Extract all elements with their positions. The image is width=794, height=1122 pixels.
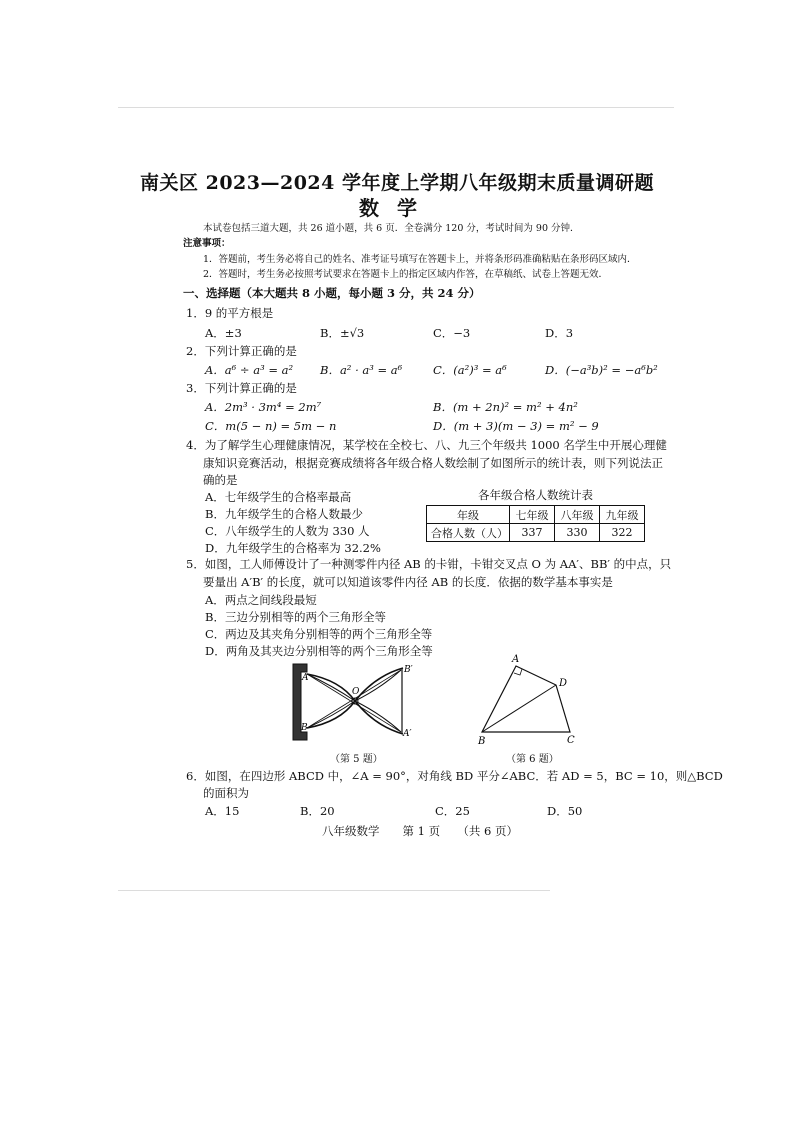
figure-6-quadrilateral (470, 650, 590, 750)
label-c: C (567, 735, 575, 746)
label-d: D (559, 678, 568, 689)
q3-option-b: B．(m + 2n)² = m² + 4n² (433, 400, 578, 414)
notes-heading: 注意事项： (183, 238, 231, 249)
table-header-cell: 七年级 (510, 506, 555, 524)
segment-aa (307, 674, 401, 732)
q1-option-a: A．±3 (205, 326, 242, 340)
table-header-cell: 九年级 (600, 506, 645, 524)
table-cell: 合格人数（人） (427, 524, 510, 542)
table-header-cell: 年级 (427, 506, 510, 524)
caliper-arm (307, 701, 403, 734)
label-b-prime: B′ (404, 665, 413, 675)
question-4-stem-line: 4．为了解学生心理健康情况，某学校在全校七、八、九三个年级共 1000 名学生中开展心理健 (186, 438, 667, 452)
q1-option-d: D．3 (545, 326, 574, 340)
q5-option-b: B．三边分别相等的两个三角形全等 (205, 610, 386, 624)
right-angle-mark (514, 669, 522, 675)
q2-option-c: C．(a²)³ = a⁶ (433, 363, 507, 377)
quadrilateral-abcd (482, 666, 570, 732)
q5-option-c: C．两边及其夹角分别相等的两个三角形全等 (205, 627, 433, 641)
q3-option-c: C．m(5 − n) = 5m − n (205, 419, 337, 433)
q6-option-b: B．20 (300, 804, 335, 818)
exam-intro: 本试卷包括三道大题，共 26 道小题，共 6 页．全卷满分 120 分，考试时间为 90 分钟． (203, 223, 580, 234)
label-a: A (512, 654, 520, 665)
label-o: O (352, 687, 360, 697)
table-caption: 各年级合格人数统计表 (478, 488, 593, 502)
bottom-border-line (118, 890, 550, 891)
q4-option-a: A．七年级学生的合格率最高 (205, 490, 352, 504)
question-2-stem: 2．下列计算正确的是 (186, 344, 297, 358)
figure-5-calipers (285, 658, 425, 748)
figure-5-caption: （第 5 题） (330, 754, 383, 765)
note-item: 2．答题时，考生务必按照考试要求在答题卡上的指定区域内作答，在草稿纸、试卷上答题无效． (203, 269, 609, 280)
figure-6-caption: （第 6 题） (506, 754, 559, 765)
q4-option-d: D．九年级学生的合格率为 32.2% (205, 541, 381, 555)
table-cell: 330 (555, 524, 600, 542)
diagonal-bd (482, 685, 556, 732)
table-cell: 322 (600, 524, 645, 542)
question-1-stem: 1．9 的平方根是 (186, 306, 274, 320)
page-footer: 八年级数学 第 1 页 （共 6 页） (322, 824, 519, 838)
q3-option-a: A．2m³ · 3m⁴ = 2m⁷ (205, 400, 322, 414)
q1-option-b: B．±√3 (320, 326, 365, 340)
question-6-stem-line: 6．如图，在四边形 ABCD 中，∠A = 90°，对角线 BD 平分∠ABC．若 AD = 5，BC = 10，则△BCD (186, 769, 723, 783)
question-3-stem: 3．下列计算正确的是 (186, 381, 297, 395)
q6-option-a: A．15 (205, 804, 240, 818)
q6-option-c: C．25 (435, 804, 470, 818)
q4-option-b: B．九年级学生的合格人数最少 (205, 507, 363, 521)
label-b: B (478, 736, 486, 747)
note-item: 1．答题前，考生务必将自己的姓名、准考证号填写在答题卡上，并将条形码准确粘贴在条形码区域内． (203, 254, 637, 265)
question-6-stem-line: 的面积为 (203, 786, 249, 800)
label-a: A (302, 673, 309, 683)
q5-option-d: D．两角及其夹边分别相等的两个三角形全等 (205, 644, 433, 658)
label-a-prime: A′ (403, 729, 412, 739)
section-heading: 一、选择题（本大题共 8 小题，每小题 3 分，共 24 分） (183, 286, 481, 300)
q5-option-a: A．两点之间线段最短 (205, 593, 317, 607)
subject-title: 数学 (359, 196, 435, 220)
q1-option-c: C．−3 (433, 326, 471, 340)
question-4-stem-line: 康知识竞赛活动，根据竞赛成绩将各年级合格人数绘制了如图所示的统计表，则下列说法正 (203, 456, 663, 470)
question-4-stem-line: 确的是 (203, 473, 238, 487)
q2-option-a: A．a⁶ ÷ a³ = a² (205, 363, 294, 377)
q3-option-d: D．(m + 3)(m − 3) = m² − 9 (433, 419, 599, 433)
q2-option-b: B．a² · a³ = a⁶ (320, 363, 403, 377)
segment-bb (307, 670, 401, 728)
q6-option-d: D．50 (547, 804, 583, 818)
table-cell: 337 (510, 524, 555, 542)
table-header-cell: 八年级 (555, 506, 600, 524)
table-header-row (427, 506, 645, 524)
page-title: 南关区 2023—2024 学年度上学期八年级期末质量调研题 (140, 172, 654, 194)
q2-option-d: D．(−a³b)² = −a⁶b² (545, 363, 658, 377)
question-5-stem-line: 5．如图，工人师傅设计了一种测零件内径 AB 的卡钳，卡钳交叉点 O 为 AA′、BB′ 的中点，只 (186, 557, 672, 571)
top-border-line (118, 107, 674, 108)
table-row (427, 524, 645, 542)
question-5-stem-line: 要量出 A′B′ 的长度，就可以知道该零件内径 AB 的长度．依据的数学基本事实是 (203, 575, 613, 589)
stats-table (426, 505, 645, 542)
q4-option-c: C．八年级学生的人数为 330 人 (205, 524, 370, 538)
label-b: B (301, 723, 308, 733)
